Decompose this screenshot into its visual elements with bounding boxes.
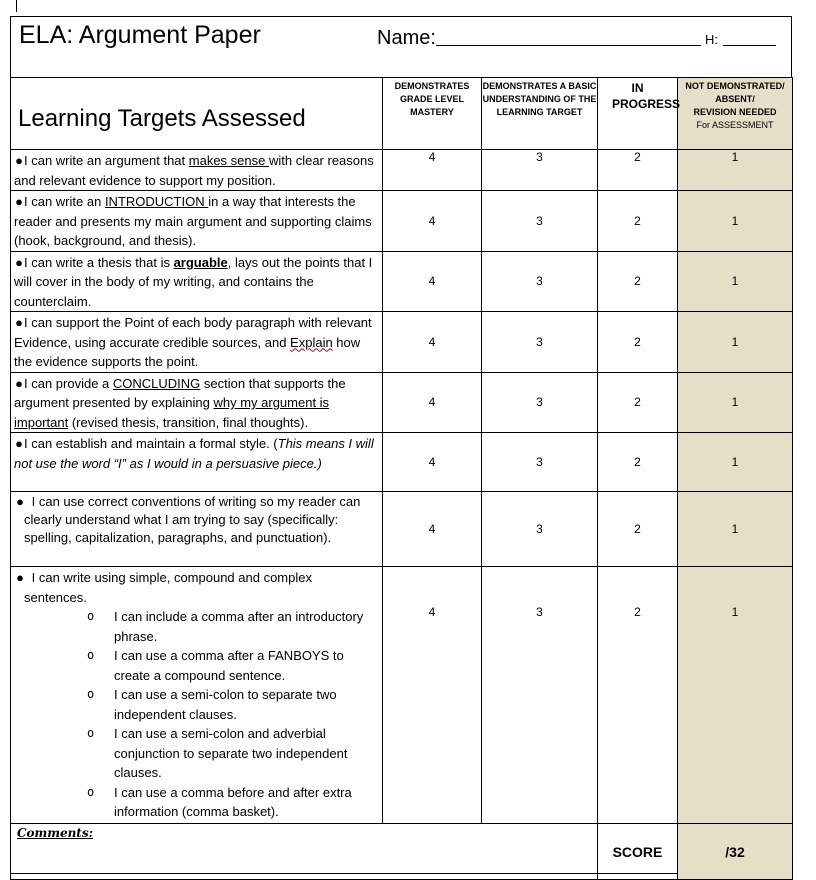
- list-item: o I can use a semi-colon and adverbial conjunction to separate two independent clauses.: [87, 726, 348, 780]
- target-cell: ●I can write an INTRODUCTION in a way that interests the reader and presents my main argument and supporting claims (hook, background, and thesis).: [11, 191, 383, 252]
- bullet-icon: ●: [15, 194, 23, 209]
- col-basic-line-2: UNDERSTANDING OF THE: [482, 94, 597, 104]
- target-cell: ● I can write using simple, compound and complex sentences. o I can include a comma after an introductory phrase. o I can use a comma after a FANBOYS to create a compound sentence. o I can use a semi-colon to separate two independent clauses. o I can use a semi-colon and adverbial conjunction to separate two independent clauses. o I can use a comma before and after extra information (comma basket).: [11, 567, 383, 824]
- score-2-cell[interactable]: 2: [598, 251, 678, 312]
- table-row: [11, 372, 793, 433]
- score-3-cell[interactable]: 3: [482, 492, 598, 567]
- targets-header: Learning Targets Assessed: [11, 78, 383, 150]
- score-2-cell[interactable]: 2: [598, 372, 678, 433]
- col-not-line-4: For ASSESSMENT: [696, 120, 774, 130]
- table-row: [11, 312, 793, 373]
- score-1-cell[interactable]: 1: [678, 433, 793, 492]
- score-3-cell[interactable]: 3: [482, 150, 598, 191]
- table-row: [11, 567, 793, 824]
- target-cell: ●I can support the Point of each body paragraph with relevant Evidence, using accurate credible sources, and Explain how the evidence supports the point.: [11, 312, 383, 373]
- hollow-bullet-icon: o: [87, 648, 95, 662]
- list-item: o I can use a comma after a FANBOYS to create a compound sentence.: [87, 648, 344, 683]
- col-mastery-label: DEMONSTRATES GRADE LEVEL MASTERY: [394, 81, 470, 117]
- name-field[interactable]: [436, 45, 701, 46]
- score-1-cell[interactable]: 1: [678, 312, 793, 373]
- target-cell: ●I can establish and maintain a formal style. (This means I will not use the word “I” as I would in a persuasive piece.): [11, 433, 383, 492]
- score-3-cell[interactable]: 3: [482, 372, 598, 433]
- score-2-cell[interactable]: 2: [598, 150, 678, 191]
- table-row: [11, 150, 793, 191]
- score-label: SCORE: [598, 824, 678, 880]
- target-cell: ●I can write an argument that makes sense with clear reasons and relevant evidence to support my position.: [11, 150, 383, 191]
- bullet-icon: ●: [15, 436, 23, 451]
- score-1-cell[interactable]: 1: [678, 251, 793, 312]
- col-progress-header: [598, 78, 681, 150]
- rubric-sheet: [10, 16, 792, 874]
- col-mastery-header: [383, 78, 482, 150]
- hour-label: H:: [705, 32, 718, 47]
- score-3-cell[interactable]: 3: [482, 191, 598, 252]
- score-2-cell[interactable]: 2: [598, 492, 678, 567]
- score-1-cell[interactable]: 1: [678, 191, 793, 252]
- score-1-cell[interactable]: 1: [678, 492, 793, 567]
- bullet-icon: ●: [15, 315, 23, 330]
- score-1-cell[interactable]: 1: [678, 150, 793, 191]
- target-cell: ● I can use correct conventions of writing so my reader can clearly understand what I am trying to say (specifically: spelling, capitalization, paragraphs, and punctuation).: [11, 492, 383, 567]
- list-item: o I can use a semi-colon to separate two independent clauses.: [87, 687, 337, 722]
- score-1-cell[interactable]: 1: [678, 372, 793, 433]
- table-row: [11, 492, 793, 567]
- text-cursor: [16, 0, 17, 12]
- score-4-cell[interactable]: 4: [383, 492, 482, 567]
- score-4-cell[interactable]: 4: [383, 372, 482, 433]
- list-item: o I can use a comma before and after extra information (comma basket).: [87, 784, 352, 819]
- name-label: Name:: [377, 27, 436, 49]
- hollow-bullet-icon: o: [87, 609, 95, 623]
- col-progress-label: IN PROGRESS: [612, 81, 681, 111]
- bullet-icon: ●: [16, 494, 24, 509]
- score-4-cell[interactable]: 4: [383, 191, 482, 252]
- score-3-cell[interactable]: 3: [482, 312, 598, 373]
- score-1-cell[interactable]: 1: [678, 567, 793, 824]
- target-cell: ●I can write a thesis that is arguable, lays out the points that I will cover in the body of my writing, and contains the counterclaim.: [11, 251, 383, 312]
- title-bar: [11, 17, 791, 77]
- bullet-icon: ●: [15, 153, 23, 168]
- hollow-bullet-icon: o: [87, 726, 95, 740]
- score-2-cell[interactable]: 2: [598, 433, 678, 492]
- comments-field[interactable]: Comments:: [11, 824, 598, 880]
- hollow-bullet-icon: o: [87, 784, 95, 799]
- header-row: [11, 78, 793, 150]
- score-2-cell[interactable]: 2: [598, 567, 678, 824]
- table-row: [11, 251, 793, 312]
- footer-row: [11, 824, 793, 880]
- score-2-cell[interactable]: 2: [598, 191, 678, 252]
- score-3-cell[interactable]: 3: [482, 567, 598, 824]
- table-row: [11, 191, 793, 252]
- col-basic-line-3: LEARNING TARGET: [496, 107, 583, 117]
- bullet-icon: ●: [15, 254, 23, 270]
- score-3-cell[interactable]: 3: [482, 251, 598, 312]
- col-not-line-3: REVISION NEEDED: [693, 107, 777, 117]
- rubric-table: [10, 77, 793, 880]
- table-row: [11, 433, 793, 492]
- score-4-cell[interactable]: 4: [383, 567, 482, 824]
- list-item: o I can include a comma after an introductory phrase.: [87, 609, 364, 644]
- score-4-cell[interactable]: 4: [383, 150, 482, 191]
- score-4-cell[interactable]: 4: [383, 251, 482, 312]
- score-3-cell[interactable]: 3: [482, 433, 598, 492]
- col-not-line-2: ABSENT/: [715, 94, 755, 104]
- col-basic-header: [482, 78, 598, 150]
- col-basic-line-1: DEMONSTRATES A BASIC: [482, 81, 597, 91]
- col-not-line-1: NOT DEMONSTRATED/: [685, 81, 785, 91]
- score-total[interactable]: /32: [678, 824, 793, 880]
- score-4-cell[interactable]: 4: [383, 312, 482, 373]
- bullet-icon: ●: [16, 570, 24, 585]
- target-cell: ●I can provide a CONCLUDING section that supports the argument presented by explaining why my argument is important (revised thesis, transition, final thoughts).: [11, 372, 383, 433]
- hour-field[interactable]: [723, 45, 776, 46]
- score-4-cell[interactable]: 4: [383, 433, 482, 492]
- col-not-header: [678, 78, 793, 150]
- score-2-cell[interactable]: 2: [598, 312, 678, 373]
- bullet-icon: ●: [15, 375, 23, 391]
- hollow-bullet-icon: o: [87, 687, 95, 701]
- document-title: ELA: Argument Paper: [19, 21, 261, 49]
